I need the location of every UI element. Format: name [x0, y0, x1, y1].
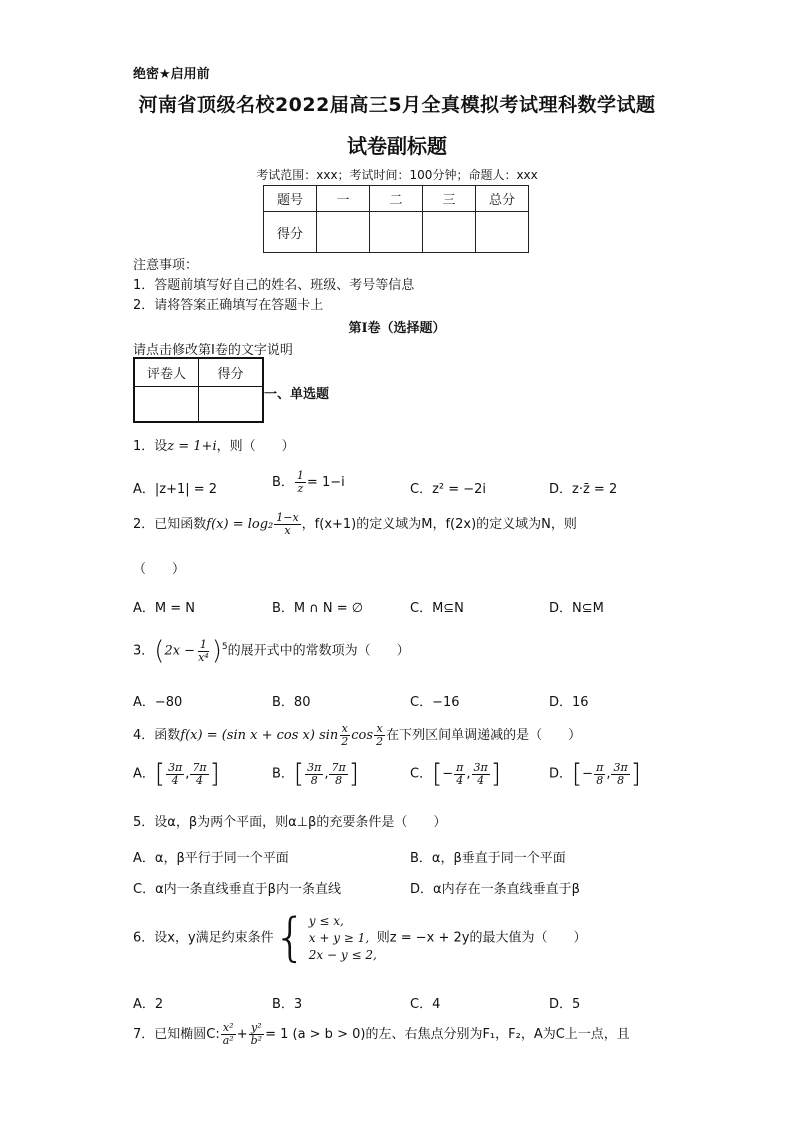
- notes-item: 2．请将答案正确填写在答题卡上: [133, 298, 324, 313]
- exam-info: 考试范围：xxx；考试时间：100分钟；命题人：xxx: [256, 168, 538, 182]
- question-text: 7．已知椭圆C:: [133, 1027, 220, 1042]
- bracket-right: ]: [490, 759, 501, 789]
- frac-num: π: [596, 760, 604, 774]
- notes-title: 注意事项：: [133, 258, 199, 273]
- frac-den: b²: [250, 1034, 263, 1047]
- math-expr: = 1−i: [306, 475, 345, 490]
- fraction: [221, 1022, 236, 1047]
- frac-num: π: [456, 760, 464, 774]
- score-row-label: 得分: [264, 212, 317, 253]
- frac-num: 3π: [168, 760, 183, 774]
- question-text: 1．设: [133, 439, 168, 454]
- notes: [133, 256, 414, 316]
- frac-num: 7π: [331, 760, 346, 774]
- frac-den: z: [297, 482, 304, 495]
- option-label: D．: [549, 766, 573, 782]
- frac-den: 8: [596, 773, 604, 787]
- math-expr: 2x −: [164, 643, 196, 659]
- question-text: 4．函数: [133, 728, 181, 743]
- q4-option-a[interactable]: A．[ $\frac{3\pi}{4}$ , $\frac{7\pi}{4}$ ]: [133, 759, 220, 789]
- question-text: ，f(x+1)的定义域为M，f(2x)的定义域为N，则: [301, 517, 577, 532]
- frac-num: 1−x: [276, 511, 299, 524]
- q3-option-a[interactable]: A．−80: [133, 695, 183, 710]
- grader-cell[interactable]: [134, 387, 199, 423]
- option-label: C．: [410, 766, 433, 782]
- frac-den: 4: [196, 773, 204, 787]
- bracket-right: ]: [348, 759, 359, 789]
- question-3: [133, 638, 410, 664]
- section-title: 一、单选题: [264, 387, 330, 402]
- fraction: [329, 762, 347, 787]
- question-7: 7．已知椭圆C: $\frac{\text{x²}}{\text{a²}}$ + $\frac{\text{y²}}{\text{b²}}$ = 1 (a > b > 0)的左、右焦点分别为F₁，F₂，A为C上一点，且: [133, 1021, 630, 1047]
- fraction: [611, 762, 629, 787]
- frac-den: 4: [171, 773, 179, 787]
- q6-option-d[interactable]: D．5: [549, 997, 581, 1012]
- frac-den: 8: [335, 773, 343, 787]
- confidential-label: 绝密★启用前: [133, 67, 210, 82]
- question-text: 在下列区间单调递减的是（ ）: [386, 728, 582, 743]
- q5-option-a[interactable]: A．α，β平行于同一个平面: [133, 851, 289, 866]
- exam-title: 河南省顶级名校2022届高三5月全真模拟考试理科数学试题: [138, 94, 656, 116]
- question-text: 的展开式中的常数项为（ ）: [227, 643, 410, 659]
- frac-den: 4: [456, 773, 464, 787]
- frac-den: 4: [477, 773, 485, 787]
- sign: −: [582, 766, 594, 782]
- exponent: 5: [221, 642, 228, 653]
- constraint-row: 2x − y ≤ 2,: [308, 947, 377, 962]
- grader-header: 得分: [199, 358, 264, 387]
- q4-option-b[interactable]: B．[ $\frac{3\pi}{8}$ , $\frac{7\pi}{8}$ ]: [272, 759, 359, 789]
- frac-num: y²: [251, 1021, 262, 1034]
- q2-option-d[interactable]: D．N⊆M: [549, 601, 604, 616]
- option-label: B．: [272, 766, 294, 782]
- paren-right: ): [211, 636, 222, 666]
- fraction: [339, 723, 350, 748]
- q1-option-b[interactable]: [272, 470, 345, 495]
- math-expr: f(x) = (sin x + cos x) sin: [180, 728, 339, 743]
- question-text: ，则（ ）: [216, 439, 295, 454]
- grader-cell[interactable]: [199, 387, 264, 423]
- score-cell[interactable]: [370, 212, 423, 253]
- fraction: [249, 1022, 264, 1047]
- question-text: 3．: [133, 643, 155, 659]
- question-2-paren: （ ）: [133, 562, 186, 577]
- frac-den: 2: [341, 735, 349, 748]
- constraint-row: x + y ≥ 1,: [308, 930, 370, 945]
- sign: −: [442, 766, 454, 782]
- frac-den: x⁴: [198, 650, 209, 664]
- constraint-row: y ≤ x,: [308, 913, 344, 928]
- fraction: [274, 512, 300, 537]
- frac-num: x: [341, 722, 348, 735]
- q5-option-b[interactable]: B．α，β垂直于同一个平面: [410, 851, 566, 866]
- question-text: 6．设x，y满足约束条件: [133, 930, 274, 946]
- frac-num: 3π: [613, 760, 628, 774]
- question-4: [133, 723, 581, 748]
- exam-subtitle: 试卷副标题: [347, 134, 447, 158]
- q3-option-c[interactable]: C．−16: [410, 695, 460, 710]
- fraction: [196, 639, 211, 664]
- part-title: 第I卷（选择题）: [348, 321, 446, 336]
- frac-num: 1: [199, 637, 207, 651]
- q6-option-b[interactable]: B．3: [272, 997, 303, 1012]
- question-text: = 1 (a > b > 0)的左、右焦点分别为F₁，F₂，A为C上一点，且: [265, 1027, 630, 1042]
- question-text: 则z = −x + 2y的最大值为（ ）: [376, 930, 587, 946]
- bracket-left: [: [293, 759, 305, 789]
- bracket-left: [: [154, 759, 166, 789]
- score-header: 一: [317, 186, 370, 212]
- q4-option-c[interactable]: C．[− $\frac{\pi}{4}$ , $\frac{3\pi}{4}$ ]: [410, 759, 501, 789]
- constraint-system: [273, 908, 377, 968]
- q5-option-c[interactable]: C．α内一条直线垂直于β内一条直线: [133, 882, 341, 897]
- math-expr: cos: [351, 728, 374, 743]
- q6-option-a[interactable]: A．2: [133, 997, 164, 1012]
- brace: {: [273, 908, 307, 968]
- bracket-right: ]: [209, 759, 220, 789]
- q2-option-c[interactable]: C．M⊆N: [410, 601, 464, 616]
- q5-option-d[interactable]: D．α内存在一条直线垂直于β: [410, 882, 580, 897]
- frac-den: x: [284, 524, 291, 537]
- q2-option-b[interactable]: B．M ∩ N = ∅: [272, 601, 364, 616]
- bracket-left: [: [572, 759, 583, 789]
- notes-item: 1．答题前填写好自己的姓名、班级、考号等信息: [133, 278, 415, 293]
- math-expr: z = 1+i: [167, 439, 217, 454]
- grader-header: 评卷人: [134, 358, 199, 387]
- grader-table: [133, 357, 264, 423]
- frac-num: 1: [296, 469, 304, 482]
- fraction: [295, 470, 306, 495]
- q3-option-d[interactable]: D．16: [549, 695, 589, 710]
- fraction: [594, 762, 605, 787]
- score-cell[interactable]: [423, 212, 476, 253]
- frac-num: 7π: [192, 760, 207, 774]
- q2-option-a[interactable]: A．M = N: [133, 601, 195, 616]
- score-header: 三: [423, 186, 476, 212]
- q3-option-b[interactable]: B．80: [272, 695, 311, 710]
- fraction: [374, 723, 385, 748]
- q4-option-d[interactable]: D．[− $\frac{\pi}{8}$ , $\frac{3\pi}{8}$ ]: [549, 759, 641, 789]
- question-2: [133, 512, 577, 537]
- q1-option-d[interactable]: D．z·z̄ = 2: [549, 482, 618, 497]
- score-header: 题号: [264, 186, 317, 212]
- fraction: [305, 762, 323, 787]
- question-5: 5．设α，β为两个平面，则α⊥β的充要条件是（ ）: [133, 815, 447, 830]
- question-6: [133, 908, 587, 968]
- paren-left: (: [154, 636, 165, 666]
- frac-num: x²: [222, 1021, 234, 1034]
- score-table: [263, 185, 529, 253]
- fraction: [472, 762, 490, 787]
- question-text: 2．已知函数: [133, 517, 207, 532]
- frac-den: 8: [617, 773, 625, 787]
- bracket-left: [: [432, 759, 443, 789]
- q1-option-c[interactable]: C．z² = −2i: [410, 482, 487, 497]
- frac-den: 2: [376, 735, 384, 748]
- math-expr: f(x) = log₂: [206, 517, 274, 532]
- score-cell[interactable]: [317, 212, 370, 253]
- frac-den: a²: [222, 1034, 234, 1047]
- question-1: [133, 435, 295, 454]
- option-label: A．: [133, 766, 155, 782]
- score-header: 总分: [476, 186, 529, 212]
- score-cell[interactable]: [476, 212, 529, 253]
- frac-num: x: [376, 722, 383, 735]
- q6-option-c[interactable]: C．4: [410, 997, 441, 1012]
- fraction: [166, 762, 184, 787]
- frac-num: 3π: [473, 760, 488, 774]
- frac-den: 8: [310, 773, 318, 787]
- bracket-right: ]: [630, 759, 641, 789]
- fraction: [454, 762, 465, 787]
- q1-option-a[interactable]: A．|z+1| = 2: [133, 482, 218, 497]
- fraction: [190, 762, 208, 787]
- option-label: B．: [272, 475, 294, 490]
- score-header: 二: [370, 186, 423, 212]
- frac-num: 3π: [307, 760, 322, 774]
- part-note[interactable]: 请点击修改第I卷的文字说明: [133, 343, 293, 358]
